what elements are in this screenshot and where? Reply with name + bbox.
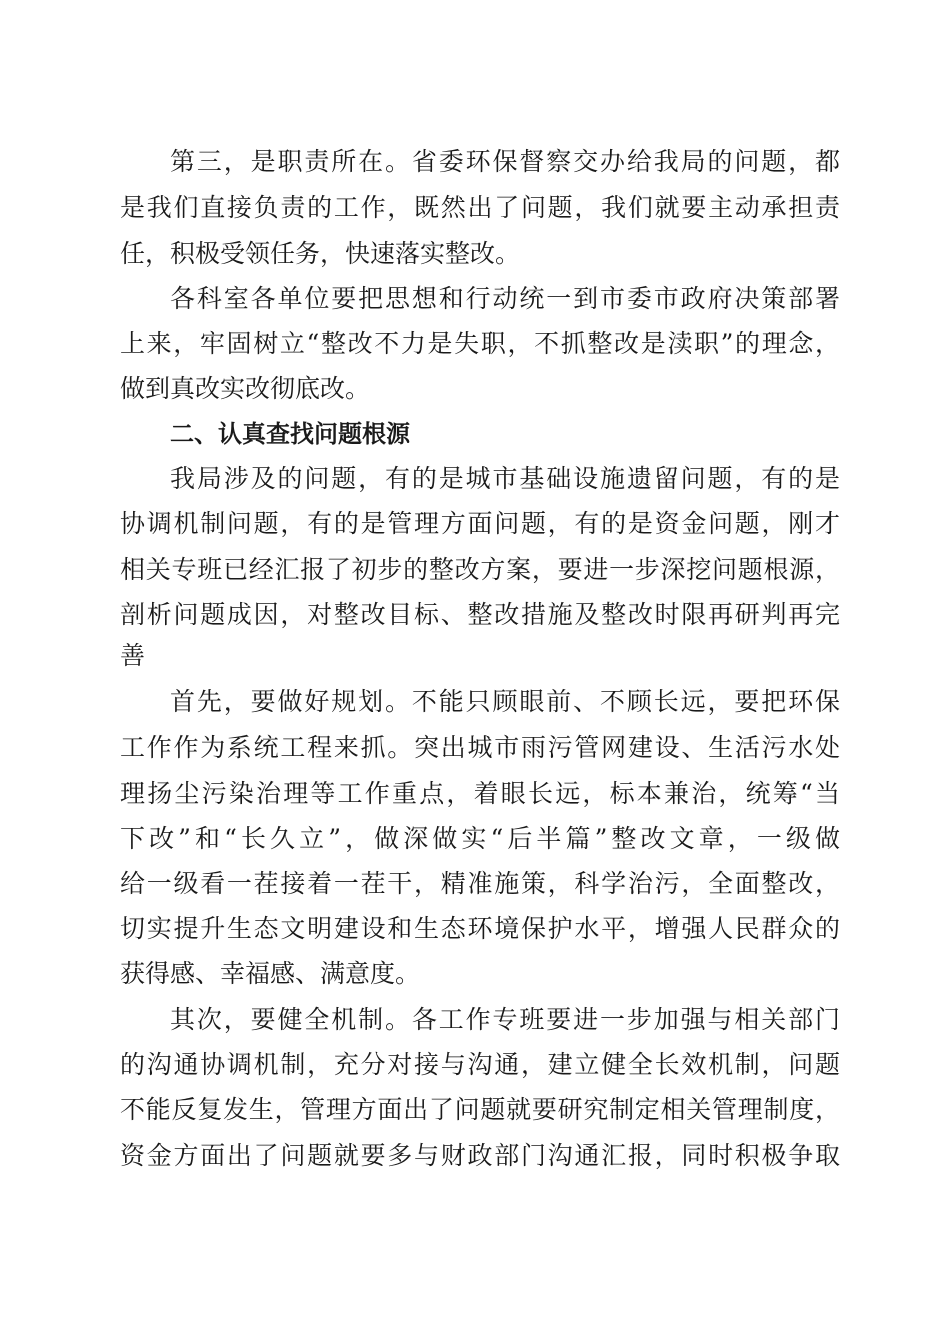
paragraph-line: 我局涉及的问题，有的是城市基础设施遗留问题，有的是 [170, 464, 840, 493]
paragraph-line: 获得感、幸福感、满意度。 [120, 959, 421, 988]
paragraph-line: 各科室各单位要把思想和行动统一到市委市政府决策部署 [170, 284, 840, 313]
paragraph-line: 首先，要做好规划。不能只顾眼前、不顾长远，要把环保 [170, 687, 840, 716]
paragraph-line: 相关专班已经汇报了初步的整改方案，要进一步深挖问题根源， [120, 555, 840, 584]
paragraph-line: 善 [120, 641, 146, 670]
paragraph-line: 是我们直接负责的工作，既然出了问题，我们就要主动承担责 [120, 193, 840, 222]
paragraph-line: 工作作为系统工程来抓。突出城市雨污管网建设、生活污水处 [120, 733, 840, 762]
paragraph-line: 理扬尘污染治理等工作重点，着眼长远，标本兼治，统筹“当 [120, 779, 840, 808]
paragraph-line: 上来，牢固树立“整改不力是失职，不抓整改是渎职”的理念， [120, 329, 840, 358]
paragraph-line: 的沟通协调机制，充分对接与沟通，建立健全长效机制，问题 [120, 1050, 840, 1079]
paragraph-line: 下改”和“长久立”，做深做实“后半篇”整改文章，一级做 [120, 824, 840, 853]
paragraph-line: 给一级看一茬接着一茬干，精准施策，科学治污，全面整改， [120, 869, 840, 898]
paragraph-line: 不能反复发生，管理方面出了问题就要研究制定相关管理制度， [120, 1095, 840, 1124]
paragraph-line: 任，积极受领任务，快速落实整改。 [120, 239, 521, 268]
section-heading: 二、认真查找问题根源 [170, 420, 410, 448]
paragraph-line: 协调机制问题，有的是管理方面问题，有的是资金问题，刚才 [120, 509, 840, 538]
paragraph-line: 其次，要健全机制。各工作专班要进一步加强与相关部门 [170, 1005, 840, 1034]
paragraph-line: 剖析问题成因，对整改目标、整改措施及整改时限再研判再完 [120, 600, 840, 629]
paragraph-line: 做到真改实改彻底改。 [120, 374, 371, 403]
paragraph-line: 第三，是职责所在。省委环保督察交办给我局的问题，都 [170, 147, 840, 176]
paragraph-line: 资金方面出了问题就要多与财政部门沟通汇报，同时积极争取 [120, 1141, 840, 1170]
paragraph-line: 切实提升生态文明建设和生态环境保护水平，增强人民群众的 [120, 914, 840, 943]
